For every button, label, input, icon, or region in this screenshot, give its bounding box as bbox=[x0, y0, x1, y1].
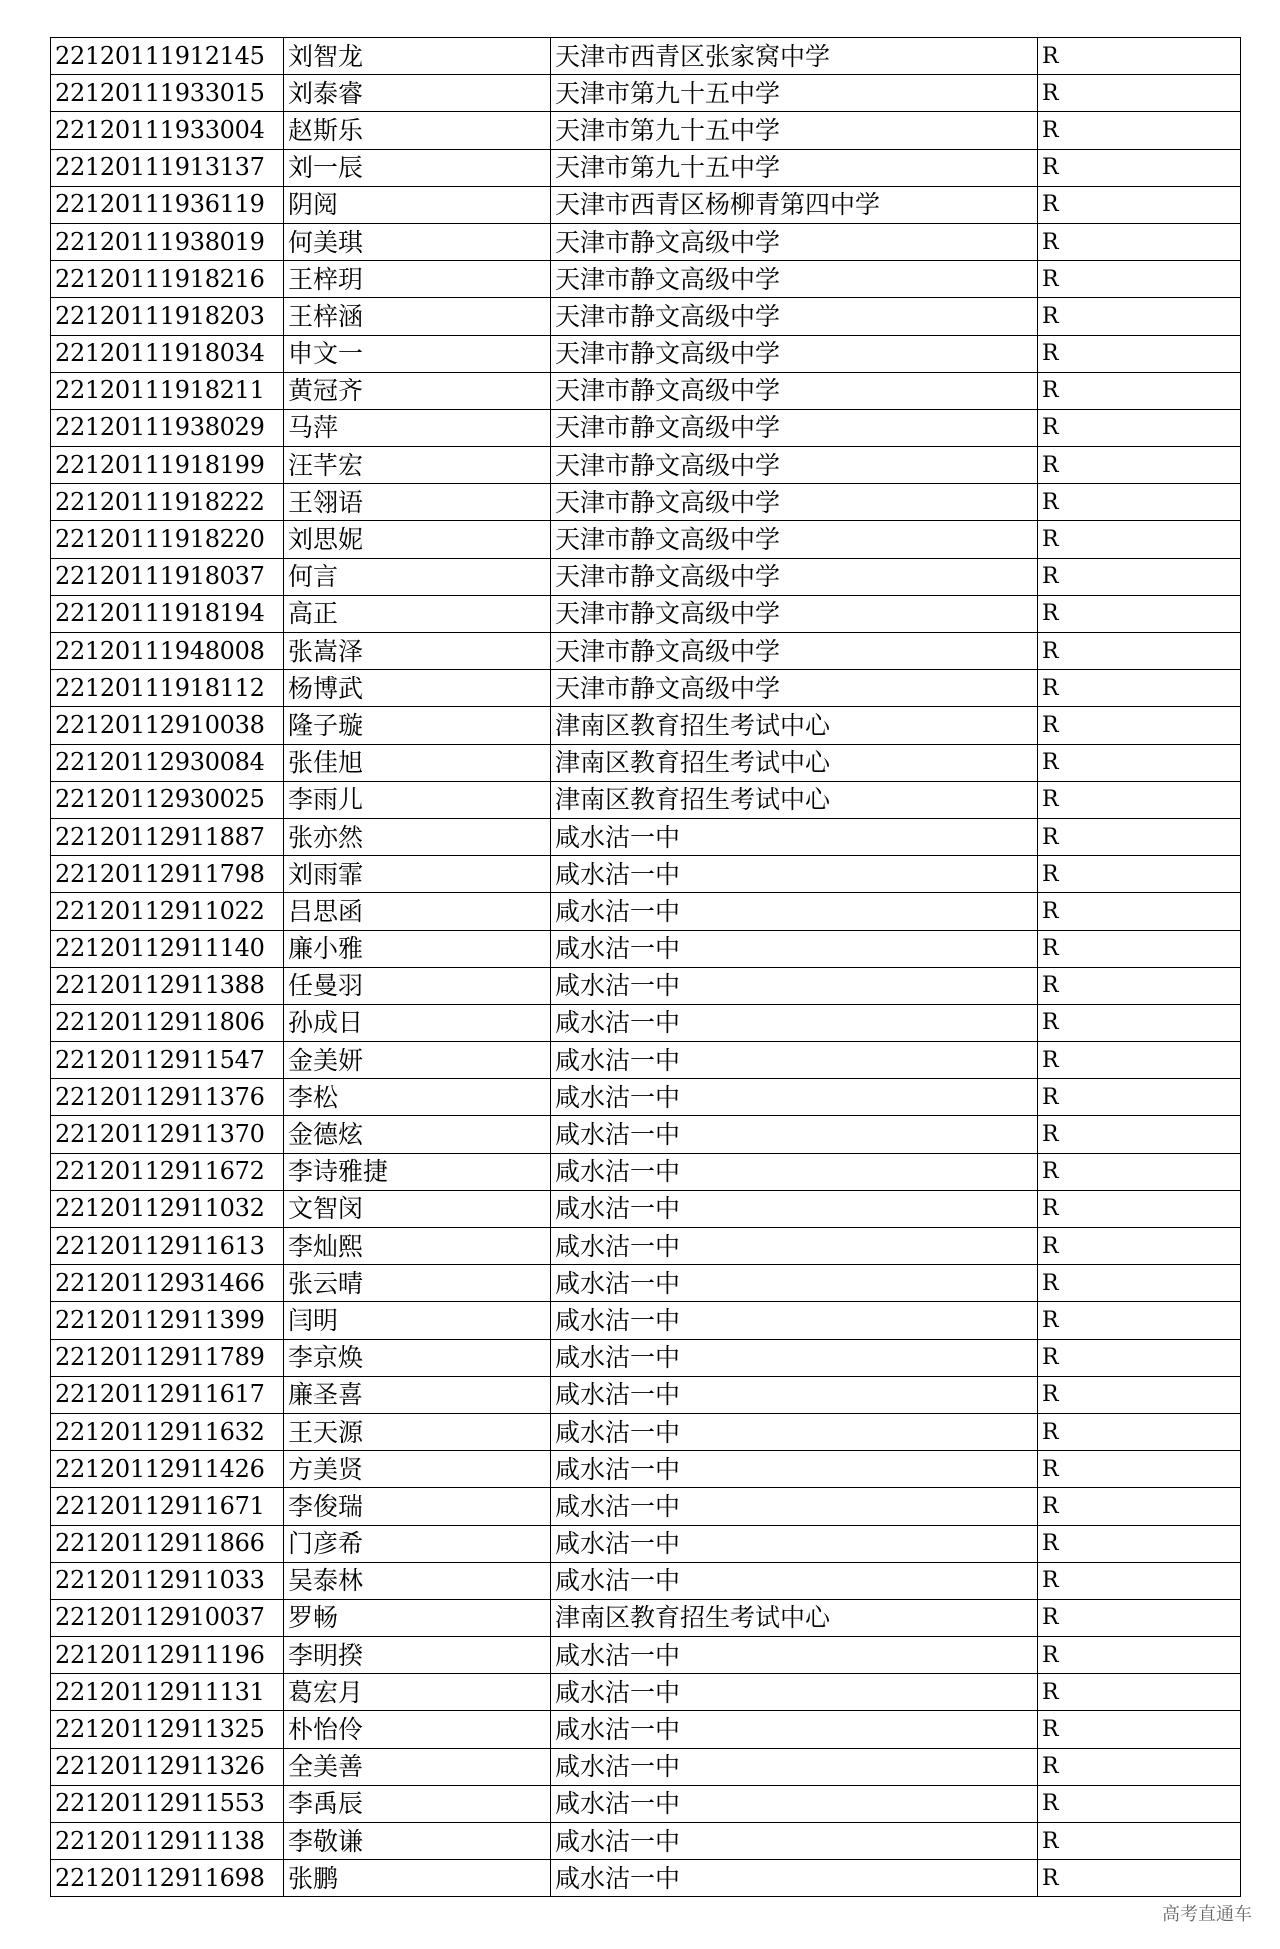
table-row bbox=[51, 818, 1241, 855]
student-name-cell: 申文一 bbox=[284, 335, 551, 372]
school-cell: 天津市静文高级中学 bbox=[551, 521, 1038, 558]
level-cell: R bbox=[1038, 1860, 1241, 1897]
student-name-cell: 金美妍 bbox=[284, 1042, 551, 1079]
exam-number-cell: 22120112930084 bbox=[51, 744, 284, 781]
school-cell: 津南区教育招生考试中心 bbox=[551, 744, 1038, 781]
table-row bbox=[51, 781, 1241, 818]
table-row bbox=[51, 223, 1241, 260]
school-cell: 天津市第九十五中学 bbox=[551, 112, 1038, 149]
level-cell: R bbox=[1038, 1116, 1241, 1153]
student-name-cell: 任曼羽 bbox=[284, 967, 551, 1004]
level-cell: R bbox=[1038, 1823, 1241, 1860]
level-cell: R bbox=[1038, 1302, 1241, 1339]
student-name-cell: 金德炫 bbox=[284, 1116, 551, 1153]
table-row bbox=[51, 1562, 1241, 1599]
table-row bbox=[51, 447, 1241, 484]
exam-number-cell: 22120112911388 bbox=[51, 967, 284, 1004]
school-cell: 天津市静文高级中学 bbox=[551, 298, 1038, 335]
exam-number-cell: 22120112911553 bbox=[51, 1785, 284, 1822]
table-row bbox=[51, 1116, 1241, 1153]
exam-number-cell: 22120112911798 bbox=[51, 856, 284, 893]
school-cell: 咸水沽一中 bbox=[551, 1265, 1038, 1302]
school-cell: 咸水沽一中 bbox=[551, 1525, 1038, 1562]
exam-number-cell: 22120111936119 bbox=[51, 186, 284, 223]
table-row bbox=[51, 1190, 1241, 1227]
table-row bbox=[51, 856, 1241, 893]
table-row bbox=[51, 186, 1241, 223]
school-cell: 咸水沽一中 bbox=[551, 856, 1038, 893]
exam-number-cell: 22120111918112 bbox=[51, 670, 284, 707]
roster-table bbox=[50, 37, 1241, 1897]
table-row bbox=[51, 409, 1241, 446]
exam-number-cell: 22120111938029 bbox=[51, 409, 284, 446]
table-row bbox=[51, 633, 1241, 670]
level-cell: R bbox=[1038, 1265, 1241, 1302]
school-cell: 天津市静文高级中学 bbox=[551, 484, 1038, 521]
school-cell: 天津市第九十五中学 bbox=[551, 75, 1038, 112]
school-cell: 咸水沽一中 bbox=[551, 1116, 1038, 1153]
exam-number-cell: 22120111918220 bbox=[51, 521, 284, 558]
table-row bbox=[51, 558, 1241, 595]
table-row bbox=[51, 521, 1241, 558]
level-cell: R bbox=[1038, 1190, 1241, 1227]
level-cell: R bbox=[1038, 298, 1241, 335]
table-row bbox=[51, 1079, 1241, 1116]
student-name-cell: 李俊瑞 bbox=[284, 1488, 551, 1525]
student-name-cell: 李灿熙 bbox=[284, 1228, 551, 1265]
school-cell: 天津市静文高级中学 bbox=[551, 372, 1038, 409]
exam-number-cell: 22120111912145 bbox=[51, 38, 284, 75]
school-cell: 天津市西青区杨柳青第四中学 bbox=[551, 186, 1038, 223]
school-cell: 天津市西青区张家窝中学 bbox=[551, 38, 1038, 75]
table-row bbox=[51, 1785, 1241, 1822]
student-name-cell: 李明揆 bbox=[284, 1637, 551, 1674]
student-name-cell: 刘一辰 bbox=[284, 149, 551, 186]
student-name-cell: 马萍 bbox=[284, 409, 551, 446]
table-row bbox=[51, 1228, 1241, 1265]
student-name-cell: 杨博武 bbox=[284, 670, 551, 707]
exam-number-cell: 22120112911632 bbox=[51, 1413, 284, 1450]
school-cell: 咸水沽一中 bbox=[551, 1860, 1038, 1897]
school-cell: 天津市静文高级中学 bbox=[551, 633, 1038, 670]
exam-number-cell: 22120112911196 bbox=[51, 1637, 284, 1674]
exam-number-cell: 22120111918211 bbox=[51, 372, 284, 409]
student-name-cell: 吴泰林 bbox=[284, 1562, 551, 1599]
student-name-cell: 赵斯乐 bbox=[284, 112, 551, 149]
exam-number-cell: 22120112911032 bbox=[51, 1190, 284, 1227]
level-cell: R bbox=[1038, 261, 1241, 298]
level-cell: R bbox=[1038, 149, 1241, 186]
exam-number-cell: 22120111918199 bbox=[51, 447, 284, 484]
school-cell: 天津市静文高级中学 bbox=[551, 223, 1038, 260]
exam-number-cell: 22120112911887 bbox=[51, 818, 284, 855]
exam-number-cell: 22120111918034 bbox=[51, 335, 284, 372]
level-cell: R bbox=[1038, 1748, 1241, 1785]
exam-number-cell: 22120111918216 bbox=[51, 261, 284, 298]
exam-number-cell: 22120112911140 bbox=[51, 930, 284, 967]
table-row bbox=[51, 1153, 1241, 1190]
school-cell: 天津市静文高级中学 bbox=[551, 261, 1038, 298]
exam-number-cell: 22120112911376 bbox=[51, 1079, 284, 1116]
level-cell: R bbox=[1038, 670, 1241, 707]
school-cell: 咸水沽一中 bbox=[551, 1376, 1038, 1413]
exam-number-cell: 22120112911547 bbox=[51, 1042, 284, 1079]
level-cell: R bbox=[1038, 818, 1241, 855]
school-cell: 咸水沽一中 bbox=[551, 1562, 1038, 1599]
level-cell: R bbox=[1038, 521, 1241, 558]
table-row bbox=[51, 1042, 1241, 1079]
level-cell: R bbox=[1038, 1376, 1241, 1413]
school-cell: 津南区教育招生考试中心 bbox=[551, 781, 1038, 818]
student-name-cell: 隆子璇 bbox=[284, 707, 551, 744]
school-cell: 咸水沽一中 bbox=[551, 1302, 1038, 1339]
table-row bbox=[51, 707, 1241, 744]
level-cell: R bbox=[1038, 893, 1241, 930]
level-cell: R bbox=[1038, 372, 1241, 409]
level-cell: R bbox=[1038, 1488, 1241, 1525]
level-cell: R bbox=[1038, 1413, 1241, 1450]
school-cell: 咸水沽一中 bbox=[551, 1079, 1038, 1116]
level-cell: R bbox=[1038, 1451, 1241, 1488]
table-row bbox=[51, 893, 1241, 930]
school-cell: 津南区教育招生考试中心 bbox=[551, 1599, 1038, 1636]
level-cell: R bbox=[1038, 930, 1241, 967]
level-cell: R bbox=[1038, 1562, 1241, 1599]
exam-number-cell: 22120112910037 bbox=[51, 1599, 284, 1636]
level-cell: R bbox=[1038, 595, 1241, 632]
student-name-cell: 方美贤 bbox=[284, 1451, 551, 1488]
level-cell: R bbox=[1038, 1042, 1241, 1079]
student-name-cell: 门彦希 bbox=[284, 1525, 551, 1562]
table-row bbox=[51, 38, 1241, 75]
school-cell: 天津市静文高级中学 bbox=[551, 595, 1038, 632]
student-name-cell: 文智闵 bbox=[284, 1190, 551, 1227]
school-cell: 咸水沽一中 bbox=[551, 1190, 1038, 1227]
student-name-cell: 吕思函 bbox=[284, 893, 551, 930]
table-row bbox=[51, 1823, 1241, 1860]
school-cell: 天津市静文高级中学 bbox=[551, 409, 1038, 446]
school-cell: 咸水沽一中 bbox=[551, 930, 1038, 967]
school-cell: 咸水沽一中 bbox=[551, 1004, 1038, 1041]
student-name-cell: 李诗雅捷 bbox=[284, 1153, 551, 1190]
roster-body bbox=[51, 38, 1241, 1897]
student-name-cell: 葛宏月 bbox=[284, 1674, 551, 1711]
exam-number-cell: 22120111933004 bbox=[51, 112, 284, 149]
school-cell: 天津市第九十五中学 bbox=[551, 149, 1038, 186]
exam-number-cell: 22120111938019 bbox=[51, 223, 284, 260]
table-row bbox=[51, 335, 1241, 372]
student-name-cell: 高正 bbox=[284, 595, 551, 632]
school-cell: 咸水沽一中 bbox=[551, 1785, 1038, 1822]
table-row bbox=[51, 1711, 1241, 1748]
school-cell: 咸水沽一中 bbox=[551, 1488, 1038, 1525]
table-row bbox=[51, 1674, 1241, 1711]
table-row bbox=[51, 967, 1241, 1004]
table-row bbox=[51, 1488, 1241, 1525]
table-row bbox=[51, 1376, 1241, 1413]
level-cell: R bbox=[1038, 1637, 1241, 1674]
student-name-cell: 张嵩泽 bbox=[284, 633, 551, 670]
table-row bbox=[51, 930, 1241, 967]
student-name-cell: 王天源 bbox=[284, 1413, 551, 1450]
exam-number-cell: 22120111913137 bbox=[51, 149, 284, 186]
level-cell: R bbox=[1038, 75, 1241, 112]
school-cell: 咸水沽一中 bbox=[551, 893, 1038, 930]
student-name-cell: 张亦然 bbox=[284, 818, 551, 855]
exam-number-cell: 22120112911325 bbox=[51, 1711, 284, 1748]
level-cell: R bbox=[1038, 186, 1241, 223]
school-cell: 天津市静文高级中学 bbox=[551, 670, 1038, 707]
student-name-cell: 刘思妮 bbox=[284, 521, 551, 558]
student-name-cell: 阴阅 bbox=[284, 186, 551, 223]
level-cell: R bbox=[1038, 38, 1241, 75]
level-cell: R bbox=[1038, 1674, 1241, 1711]
watermark-text: 高考直通车 bbox=[1162, 1904, 1252, 1925]
level-cell: R bbox=[1038, 744, 1241, 781]
level-cell: R bbox=[1038, 223, 1241, 260]
student-name-cell: 张云晴 bbox=[284, 1265, 551, 1302]
level-cell: R bbox=[1038, 707, 1241, 744]
school-cell: 咸水沽一中 bbox=[551, 1339, 1038, 1376]
student-name-cell: 李雨儿 bbox=[284, 781, 551, 818]
student-name-cell: 黄冠齐 bbox=[284, 372, 551, 409]
table-row bbox=[51, 1860, 1241, 1897]
table-row bbox=[51, 372, 1241, 409]
exam-number-cell: 22120112911806 bbox=[51, 1004, 284, 1041]
student-name-cell: 全美善 bbox=[284, 1748, 551, 1785]
student-name-cell: 张佳旭 bbox=[284, 744, 551, 781]
school-cell: 天津市静文高级中学 bbox=[551, 447, 1038, 484]
school-cell: 津南区教育招生考试中心 bbox=[551, 707, 1038, 744]
school-cell: 咸水沽一中 bbox=[551, 1711, 1038, 1748]
school-cell: 咸水沽一中 bbox=[551, 1823, 1038, 1860]
exam-number-cell: 22120112911370 bbox=[51, 1116, 284, 1153]
table-row bbox=[51, 1302, 1241, 1339]
school-cell: 咸水沽一中 bbox=[551, 1413, 1038, 1450]
level-cell: R bbox=[1038, 1785, 1241, 1822]
school-cell: 咸水沽一中 bbox=[551, 818, 1038, 855]
table-row bbox=[51, 1413, 1241, 1450]
level-cell: R bbox=[1038, 409, 1241, 446]
school-cell: 天津市静文高级中学 bbox=[551, 335, 1038, 372]
level-cell: R bbox=[1038, 1004, 1241, 1041]
level-cell: R bbox=[1038, 967, 1241, 1004]
student-name-cell: 何言 bbox=[284, 558, 551, 595]
table-row bbox=[51, 1451, 1241, 1488]
exam-number-cell: 22120111948008 bbox=[51, 633, 284, 670]
exam-number-cell: 22120112911399 bbox=[51, 1302, 284, 1339]
school-cell: 咸水沽一中 bbox=[551, 1637, 1038, 1674]
table-row bbox=[51, 595, 1241, 632]
table-row bbox=[51, 1637, 1241, 1674]
table-row bbox=[51, 1265, 1241, 1302]
exam-number-cell: 22120112911131 bbox=[51, 1674, 284, 1711]
student-name-cell: 闫明 bbox=[284, 1302, 551, 1339]
school-cell: 咸水沽一中 bbox=[551, 1228, 1038, 1265]
student-name-cell: 刘雨霏 bbox=[284, 856, 551, 893]
table-row bbox=[51, 1599, 1241, 1636]
student-name-cell: 罗畅 bbox=[284, 1599, 551, 1636]
student-name-cell: 廉小雅 bbox=[284, 930, 551, 967]
level-cell: R bbox=[1038, 112, 1241, 149]
student-name-cell: 李禹辰 bbox=[284, 1785, 551, 1822]
table-row bbox=[51, 1339, 1241, 1376]
student-name-cell: 王翎语 bbox=[284, 484, 551, 521]
exam-number-cell: 22120111933015 bbox=[51, 75, 284, 112]
level-cell: R bbox=[1038, 335, 1241, 372]
level-cell: R bbox=[1038, 856, 1241, 893]
school-cell: 天津市静文高级中学 bbox=[551, 558, 1038, 595]
table-row bbox=[51, 298, 1241, 335]
exam-number-cell: 22120112911326 bbox=[51, 1748, 284, 1785]
exam-number-cell: 22120111918037 bbox=[51, 558, 284, 595]
table-row bbox=[51, 484, 1241, 521]
level-cell: R bbox=[1038, 558, 1241, 595]
student-name-cell: 李敬谦 bbox=[284, 1823, 551, 1860]
level-cell: R bbox=[1038, 633, 1241, 670]
exam-number-cell: 22120112911866 bbox=[51, 1525, 284, 1562]
exam-number-cell: 22120112911033 bbox=[51, 1562, 284, 1599]
table-row bbox=[51, 670, 1241, 707]
table-row bbox=[51, 149, 1241, 186]
table-row bbox=[51, 1748, 1241, 1785]
level-cell: R bbox=[1038, 781, 1241, 818]
exam-number-cell: 22120111918194 bbox=[51, 595, 284, 632]
level-cell: R bbox=[1038, 1711, 1241, 1748]
student-name-cell: 张鹏 bbox=[284, 1860, 551, 1897]
table-row bbox=[51, 75, 1241, 112]
level-cell: R bbox=[1038, 1228, 1241, 1265]
exam-number-cell: 22120112930025 bbox=[51, 781, 284, 818]
level-cell: R bbox=[1038, 447, 1241, 484]
student-name-cell: 汪芊宏 bbox=[284, 447, 551, 484]
student-name-cell: 李松 bbox=[284, 1079, 551, 1116]
exam-number-cell: 22120112910038 bbox=[51, 707, 284, 744]
table-row bbox=[51, 1004, 1241, 1041]
level-cell: R bbox=[1038, 1079, 1241, 1116]
exam-number-cell: 22120112911138 bbox=[51, 1823, 284, 1860]
exam-number-cell: 22120112911698 bbox=[51, 1860, 284, 1897]
exam-number-cell: 22120112931466 bbox=[51, 1265, 284, 1302]
school-cell: 咸水沽一中 bbox=[551, 967, 1038, 1004]
school-cell: 咸水沽一中 bbox=[551, 1674, 1038, 1711]
student-name-cell: 李京焕 bbox=[284, 1339, 551, 1376]
level-cell: R bbox=[1038, 1339, 1241, 1376]
exam-number-cell: 22120112911789 bbox=[51, 1339, 284, 1376]
level-cell: R bbox=[1038, 1153, 1241, 1190]
school-cell: 咸水沽一中 bbox=[551, 1153, 1038, 1190]
table-row bbox=[51, 1525, 1241, 1562]
school-cell: 咸水沽一中 bbox=[551, 1451, 1038, 1488]
school-cell: 咸水沽一中 bbox=[551, 1748, 1038, 1785]
exam-number-cell: 22120111918203 bbox=[51, 298, 284, 335]
student-name-cell: 刘智龙 bbox=[284, 38, 551, 75]
student-name-cell: 孙成日 bbox=[284, 1004, 551, 1041]
level-cell: R bbox=[1038, 1599, 1241, 1636]
student-name-cell: 廉圣喜 bbox=[284, 1376, 551, 1413]
student-name-cell: 刘泰睿 bbox=[284, 75, 551, 112]
student-name-cell: 何美琪 bbox=[284, 223, 551, 260]
student-name-cell: 王梓涵 bbox=[284, 298, 551, 335]
student-name-cell: 朴怡伶 bbox=[284, 1711, 551, 1748]
exam-number-cell: 22120112911022 bbox=[51, 893, 284, 930]
student-name-cell: 王梓玥 bbox=[284, 261, 551, 298]
school-cell: 咸水沽一中 bbox=[551, 1042, 1038, 1079]
level-cell: R bbox=[1038, 484, 1241, 521]
exam-number-cell: 22120112911426 bbox=[51, 1451, 284, 1488]
exam-number-cell: 22120112911613 bbox=[51, 1228, 284, 1265]
table-row bbox=[51, 744, 1241, 781]
exam-number-cell: 22120112911672 bbox=[51, 1153, 284, 1190]
table-row bbox=[51, 261, 1241, 298]
exam-number-cell: 22120111918222 bbox=[51, 484, 284, 521]
exam-number-cell: 22120112911671 bbox=[51, 1488, 284, 1525]
table-row bbox=[51, 112, 1241, 149]
level-cell: R bbox=[1038, 1525, 1241, 1562]
exam-number-cell: 22120112911617 bbox=[51, 1376, 284, 1413]
